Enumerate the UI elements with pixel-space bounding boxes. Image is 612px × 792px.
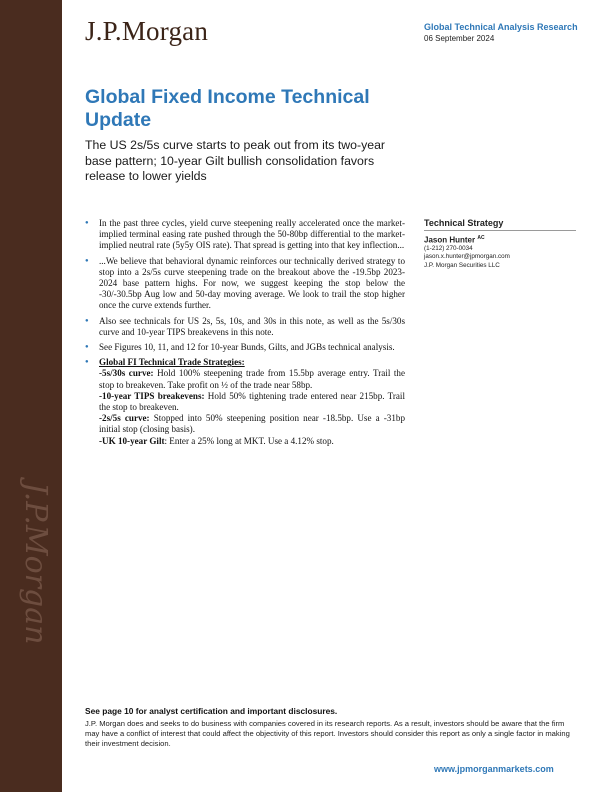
series-name: Global Technical Analysis Research [424,22,578,32]
strategy-text: : Enter a 25% long at MKT. Use a 4.12% stop. [164,435,334,446]
jpmorgan-logo: J.P.Morgan [85,16,209,46]
strategy-line [99,368,405,390]
website-link[interactable]: www.jpmorganmarkets.com [434,764,554,774]
strategy-label: -5s/30s curve: [99,368,154,379]
bullet-item: ● See Figures 10, 11, and 12 for 10-year Bunds, Gilts, and JGBs technical analysis. [85,342,405,353]
strategy-label: -UK 10-year Gilt [99,435,165,446]
analyst-contact [424,234,510,270]
key-points-list [85,218,405,451]
section-heading-technical-strategy: Technical Strategy [424,218,576,231]
analyst-firm: J.P. Morgan Securities LLC [424,261,500,269]
strategy-label: -2s/5s curve: [99,413,150,424]
report-title: Global Fixed Income Technical Update [85,86,370,131]
brand-sidebar [0,0,62,792]
analyst-email[interactable]: jason.x.hunter@jpmorgan.com [424,253,510,261]
bullet-item: ● ...We believe that behavioral dynamic reinforces our technically derived strategy to stop into a 2s/5s curve steepening trade on the breakout above the -19.5bp 2023-2024 base pattern highs. For now, we suggest keeping the stop below the -30/-30.5bp Aug low and 50-day moving average. We look to trail the stop higher once the curve extends further. [85,256,405,312]
strategy-label: -10-year TIPS breakevens: [99,390,205,401]
bullet-item: ● Also see technicals for US 2s, 5s, 10s, and 30s in this note, as well as the 5s/30s curve and 10-year TIPS breakevens in this note. [85,316,405,338]
jpmorgan-signature-watermark [6,470,56,700]
analyst-name: Jason Hunter [424,235,476,245]
analyst-name-line [424,234,510,245]
strategy-line [99,391,405,413]
disclosure-heading: See page 10 for analyst certification and important disclosures. [85,706,338,716]
trade-strategies-bullet [85,357,405,447]
strategy-line [99,436,405,447]
strategy-text: Hold 50% tightening trade entered near 215bp. Trail the stop to breakeven. [99,390,405,413]
bullet-item: ● In the past three cycles, yield curve steepening really accelerated once the market-implied terminal easing rate pushed through the 50-80bp differential to the market-implied neutral rate (5y5y OIS rate). That spread is getting into that key inflection... [85,218,405,252]
disclosure-body: J.P. Morgan does and seeks to do business with companies covered in its research reports. As a result, investors should be aware that the firm may have a conflict of interest that could affect the objectivity of this report. Investors should consider this report as only a single factor in making their investment decision. [85,719,570,749]
analyst-certification-mark: AC [477,235,485,241]
signature-text: J.P.Morgan [18,482,53,645]
trade-strategies-heading: ● Global FI Technical Trade Strategies: [99,357,245,368]
strategy-line [99,413,405,435]
strategy-text: Hold 100% steepening trade from 15.5bp average entry. Trail the stop to breakeven. Take profit on ½ of the trade near 58bp. [99,368,405,390]
strategy-text: Stopped into 50% steepening position near -18.5bp. Use a -31bp initial stop (closing basis). [99,413,405,435]
analyst-phone: (1-212) 270-0034 [424,244,473,252]
report-subtitle: The US 2s/5s curve starts to peak out from its two-year base pattern; 10-year Gilt bullish consolidation favors release to lower yields [85,138,386,183]
publication-date: 06 September 2024 [424,34,495,43]
